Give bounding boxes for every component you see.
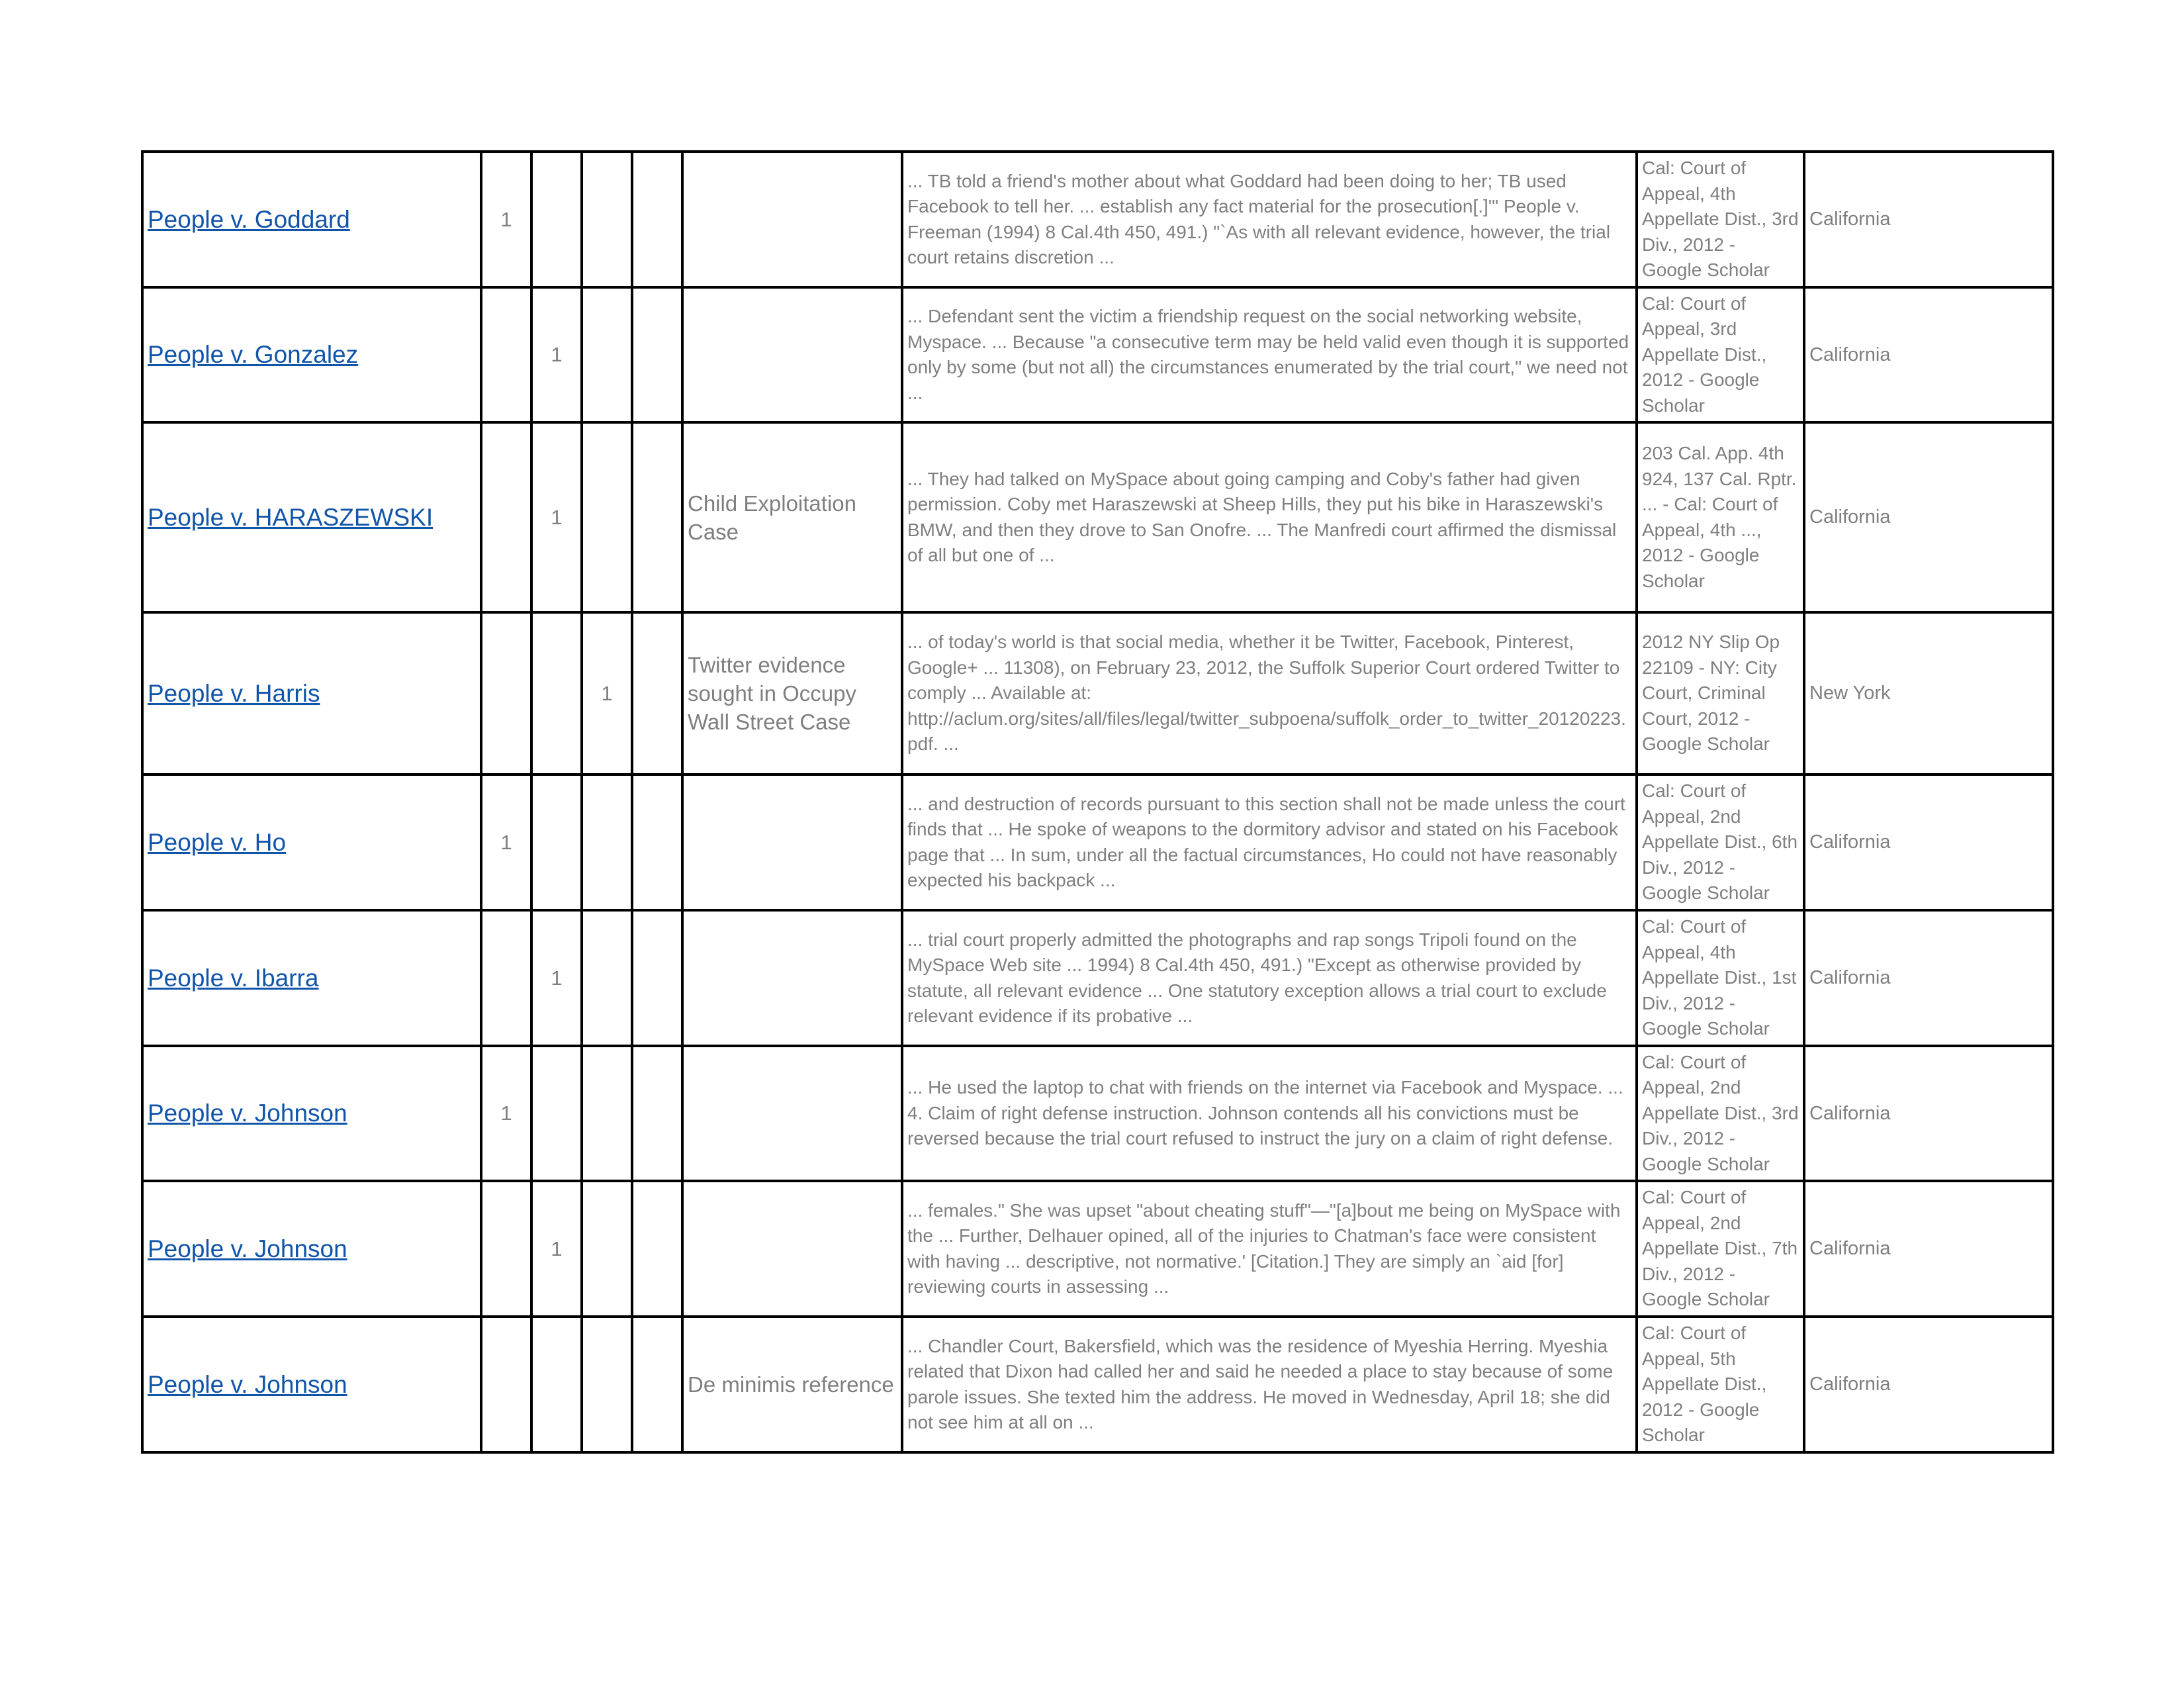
flag-cell-4	[632, 152, 682, 287]
note-cell	[682, 1181, 902, 1317]
table-row	[142, 287, 2053, 422]
state-cell: New York	[1804, 612, 2053, 774]
flag-cell-2	[531, 152, 582, 287]
state-cell: California	[1804, 152, 2053, 287]
case-name-cell	[142, 1317, 481, 1452]
note-cell: Twitter evidence sought in Occupy Wall Street Case	[682, 612, 902, 774]
case-link[interactable]: People v. Harris	[148, 679, 320, 707]
state-cell: California	[1804, 422, 2053, 612]
court-cell: Cal: Court of Appeal, 4th Appellate Dist., 1st Div., 2012 - Google Scholar	[1637, 910, 1804, 1046]
case-name-cell	[142, 612, 481, 774]
case-link[interactable]: People v. Johnson	[148, 1100, 347, 1127]
state-cell: California	[1804, 287, 2053, 422]
excerpt-cell: ... They had talked on MySpace about going camping and Coby's father had given permission. Coby met Haraszewski at Sheep Hills, they put his bike in Haraszewski's BMW, and then they drove to San Onofre. ... The Manfredi court affirmed the dismissal of all but one of ...	[902, 422, 1637, 612]
state-cell: California	[1804, 1181, 2053, 1317]
case-name-cell	[142, 1181, 481, 1317]
case-link[interactable]: People v. HARASZEWSKI	[148, 503, 433, 531]
case-name-cell	[142, 287, 481, 422]
flag-cell-2: 1	[531, 1181, 582, 1317]
note-cell	[682, 910, 902, 1046]
court-cell: Cal: Court of Appeal, 3rd Appellate Dist., 2012 - Google Scholar	[1637, 287, 1804, 422]
case-name-cell	[142, 910, 481, 1046]
case-link[interactable]: People v. Ibarra	[148, 964, 319, 992]
flag-cell-3	[582, 1317, 632, 1452]
flag-cell-3	[582, 152, 632, 287]
flag-cell-1: 1	[481, 774, 531, 910]
court-cell: Cal: Court of Appeal, 2nd Appellate Dist., 3rd Div., 2012 - Google Scholar	[1637, 1046, 1804, 1181]
excerpt-cell: ... of today's world is that social media, whether it be Twitter, Facebook, Pinterest, Google+ ... 11308), on February 23, 2012, the Suffolk Superior Court ordered Twitter to comply ... Available at: http://aclum.org/sites/all/files/legal/twitter_subpoena/suffolk_order_to_twitter_20120223.pdf. ...	[902, 612, 1637, 774]
table-row	[142, 612, 2053, 774]
flag-cell-1	[481, 1317, 531, 1452]
table-row	[142, 1317, 2053, 1452]
case-name-cell	[142, 422, 481, 612]
flag-cell-4	[632, 1317, 682, 1452]
excerpt-cell: ... TB told a friend's mother about what Goddard had been doing to her; TB used Facebook to tell her. ... establish any fact material for the prosecution[.]'" People v. Freeman (1994) 8 Cal.4th 450, 491.) "`As with all relevant evidence, however, the trial court retains discretion ...	[902, 152, 1637, 287]
table-row	[142, 152, 2053, 287]
table-row	[142, 910, 2053, 1046]
note-cell: Child Exploitation Case	[682, 422, 902, 612]
case-link[interactable]: People v. Goddard	[148, 205, 350, 233]
flag-cell-4	[632, 422, 682, 612]
flag-cell-3	[582, 1181, 632, 1317]
table-row	[142, 1181, 2053, 1317]
state-cell: California	[1804, 910, 2053, 1046]
case-link[interactable]: People v. Gonzalez	[148, 341, 359, 368]
note-cell	[682, 287, 902, 422]
note-cell: De minimis reference	[682, 1317, 902, 1452]
flag-cell-1	[481, 422, 531, 612]
case-link[interactable]: People v. Johnson	[148, 1370, 347, 1398]
flag-cell-1	[481, 910, 531, 1046]
flag-cell-3	[582, 774, 632, 910]
flag-cell-2: 1	[531, 910, 582, 1046]
flag-cell-1	[481, 287, 531, 422]
state-cell: California	[1804, 1046, 2053, 1181]
excerpt-cell: ... females." She was upset "about cheating stuff"—"[a]bout me being on MySpace with the ... Further, Delhauer opined, all of the injuries to Chatman's face were consistent with having ... descriptive, not normative.' [Citation.] They are simply an `aid [for] reviewing courts in assessing ...	[902, 1181, 1637, 1317]
flag-cell-4	[632, 1181, 682, 1317]
flag-cell-2	[531, 1046, 582, 1181]
flag-cell-3: 1	[582, 612, 632, 774]
case-name-cell	[142, 774, 481, 910]
note-cell	[682, 774, 902, 910]
flag-cell-4	[632, 1046, 682, 1181]
court-cell: Cal: Court of Appeal, 2nd Appellate Dist., 7th Div., 2012 - Google Scholar	[1637, 1181, 1804, 1317]
table-row	[142, 422, 2053, 612]
excerpt-cell: ... Defendant sent the victim a friendship request on the social networking website, Myspace. ... Because "a consecutive term may be held valid even though it is supported only by some (but not all) the circumstances enumerated by the trial court," we need not ...	[902, 287, 1637, 422]
flag-cell-3	[582, 1046, 632, 1181]
court-cell: 2012 NY Slip Op 22109 - NY: City Court, Criminal Court, 2012 - Google Scholar	[1637, 612, 1804, 774]
flag-cell-3	[582, 910, 632, 1046]
case-link[interactable]: People v. Ho	[148, 828, 287, 856]
court-cell: Cal: Court of Appeal, 2nd Appellate Dist., 6th Div., 2012 - Google Scholar	[1637, 774, 1804, 910]
flag-cell-3	[582, 422, 632, 612]
flag-cell-2	[531, 612, 582, 774]
flag-cell-3	[582, 287, 632, 422]
case-link[interactable]: People v. Johnson	[148, 1235, 347, 1262]
note-cell	[682, 1046, 902, 1181]
flag-cell-2: 1	[531, 287, 582, 422]
excerpt-cell: ... He used the laptop to chat with friends on the internet via Facebook and Myspace. ... 4. Claim of right defense instruction. Johnson contends all his convictions must be reversed because the trial court refused to instruct the jury on a claim of right defense.	[902, 1046, 1637, 1181]
flag-cell-1	[481, 1181, 531, 1317]
flag-cell-4	[632, 910, 682, 1046]
case-table	[141, 150, 2054, 1454]
flag-cell-1: 1	[481, 152, 531, 287]
state-cell: California	[1804, 774, 2053, 910]
case-name-cell	[142, 152, 481, 287]
excerpt-cell: ... and destruction of records pursuant to this section shall not be made unless the court finds that ... He spoke of weapons to the dormitory advisor and stated on his Facebook page that ... In sum, under all the factual circumstances, Ho could not have reasonably expected his backpack ...	[902, 774, 1637, 910]
court-cell: Cal: Court of Appeal, 4th Appellate Dist., 3rd Div., 2012 - Google Scholar	[1637, 152, 1804, 287]
table-row	[142, 774, 2053, 910]
case-name-cell	[142, 1046, 481, 1181]
note-cell	[682, 152, 902, 287]
flag-cell-1: 1	[481, 1046, 531, 1181]
excerpt-cell: ... Chandler Court, Bakersfield, which was the residence of Myeshia Herring. Myeshia related that Dixon had called her and said he needed a place to stay because of some parole issues. She texted him the address. He moved in Wednesday, April 18; she did not see him at all on ...	[902, 1317, 1637, 1452]
flag-cell-4	[632, 774, 682, 910]
court-cell: 203 Cal. App. 4th 924, 137 Cal. Rptr. ... - Cal: Court of Appeal, 4th ..., 2012 - Google Scholar	[1637, 422, 1804, 612]
court-cell: Cal: Court of Appeal, 5th Appellate Dist., 2012 - Google Scholar	[1637, 1317, 1804, 1452]
flag-cell-2: 1	[531, 422, 582, 612]
state-cell: California	[1804, 1317, 2053, 1452]
excerpt-cell: ... trial court properly admitted the photographs and rap songs Tripoli found on the MySpace Web site ... 1994) 8 Cal.4th 450, 491.) "Except as otherwise provided by statute, all relevant evidence ... One statutory exception allows a trial court to exclude relevant evidence if its probative ...	[902, 910, 1637, 1046]
flag-cell-4	[632, 287, 682, 422]
flag-cell-2	[531, 774, 582, 910]
flag-cell-1	[481, 612, 531, 774]
flag-cell-4	[632, 612, 682, 774]
table-row	[142, 1046, 2053, 1181]
flag-cell-2	[531, 1317, 582, 1452]
